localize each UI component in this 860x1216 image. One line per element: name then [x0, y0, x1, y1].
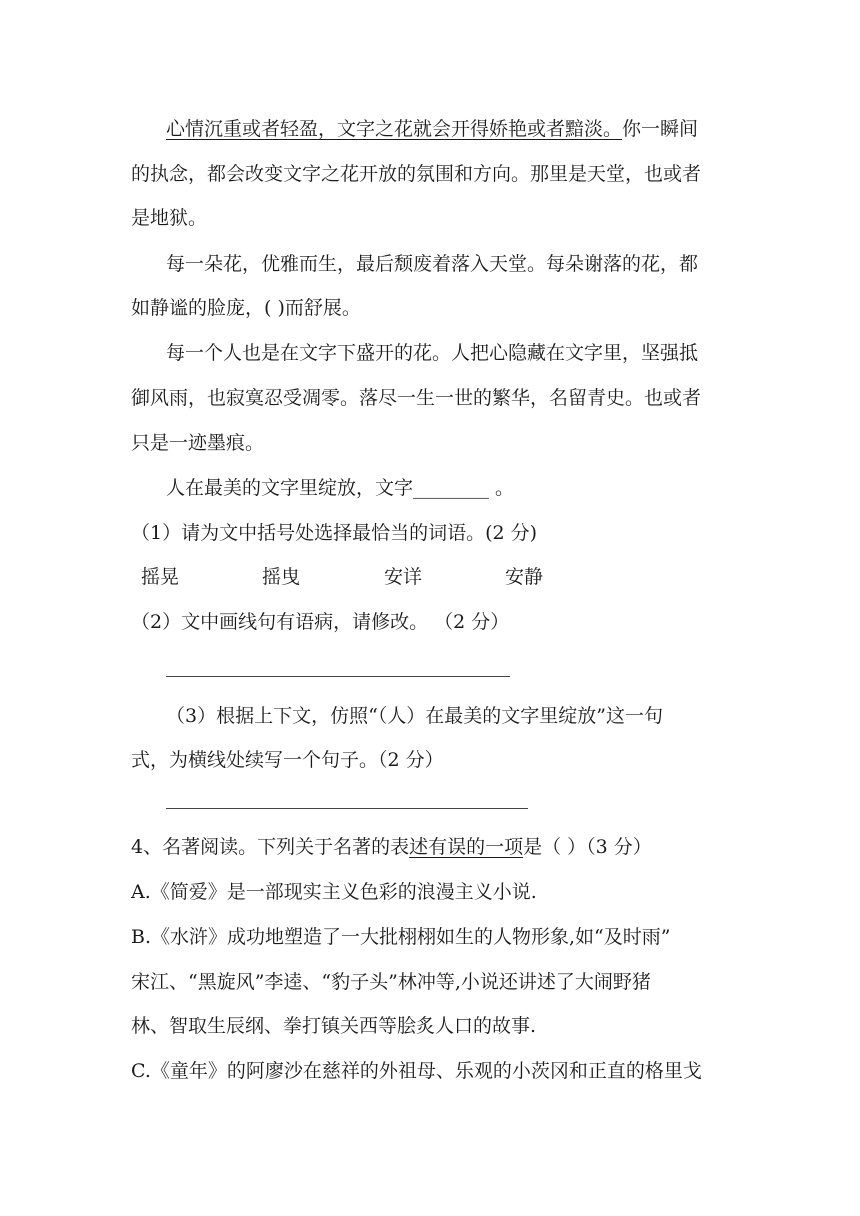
passage-paragraph-4: 人在最美的文字里绽放，文字________ 。 — [166, 477, 515, 499]
passage-paragraph-2-line-2: 如静谧的脸庞，( )而舒展。 — [131, 297, 361, 319]
underlined-sentence: 心情沉重或者轻盈，文字之花就会开得娇艳或者黯淡。 — [166, 118, 623, 140]
passage-paragraph-3-line-3: 只是一迹墨痕。 — [131, 432, 265, 454]
q4-option-b-line-3: 林、智取生辰纲、拳打镇关西等脍炙人口的故事. — [131, 1015, 537, 1037]
passage-paragraph-3-line-1: 每一个人也是在文字下盛开的花。人把心隐藏在文字里，坚强抵 — [166, 342, 699, 364]
q4-underlined-phrase: 述有误的一项 — [409, 836, 524, 858]
passage-paragraph-2-line-1: 每一朵花，优雅而生，最后颓废着落入天堂。每朵谢落的花，都 — [166, 253, 699, 275]
question-3-line-1: （3）根据上下文，仿照“（人）在最美的文字里绽放”这一句 — [166, 705, 664, 727]
q4-option-a: A.《简爱》是一部现实主义色彩的浪漫主义小说. — [131, 881, 537, 903]
passage-paragraph-1-line-3: 是地狱。 — [131, 207, 208, 229]
q4-prefix: 4、名著阅读。下列关于名著的表 — [131, 836, 410, 858]
q1-option-3: 安详 — [384, 566, 423, 588]
question-2: （2）文中画线句有语病，请修改。 （2 分） — [131, 611, 510, 633]
passage-paragraph-1-line-1 — [166, 117, 698, 141]
q1-option-4: 安静 — [505, 566, 544, 588]
question-1: （1）请为文中括号处选择最恰当的词语。(2 分) — [131, 522, 538, 544]
q4-option-c-line-1: C.《童年》的阿廖沙在慈祥的外祖母、乐观的小茨冈和正直的格里戈 — [131, 1060, 702, 1082]
q3-answer-line[interactable] — [166, 808, 528, 809]
q1-option-2: 摇曳 — [262, 566, 301, 588]
q1-option-1: 摇晃 — [141, 566, 180, 588]
passage-paragraph-1-line-2: 的执念，都会改变文字之花开放的氛围和方向。那里是天堂，也或者 — [131, 163, 702, 185]
q4-suffix: 是（ ）（3 分） — [523, 836, 652, 858]
question-4 — [131, 835, 652, 859]
q2-answer-line[interactable] — [166, 676, 510, 677]
question-3-line-2: 式，为横线处续写一个句子。（2 分） — [131, 749, 444, 771]
q4-option-b-line-2: 宋江、“黑旋风”李逵、“豹子头”林冲等,小说还讲述了大闹野猪 — [131, 971, 651, 993]
paragraph-1-continuation: 你一瞬间 — [622, 118, 699, 140]
q4-option-b-line-1: B.《水浒》成功地塑造了一大批栩栩如生的人物形象,如“及时雨” — [131, 926, 671, 948]
passage-paragraph-3-line-2: 御风雨，也寂寞忍受凋零。落尽一生一世的繁华，名留青史。也或者 — [131, 387, 702, 409]
